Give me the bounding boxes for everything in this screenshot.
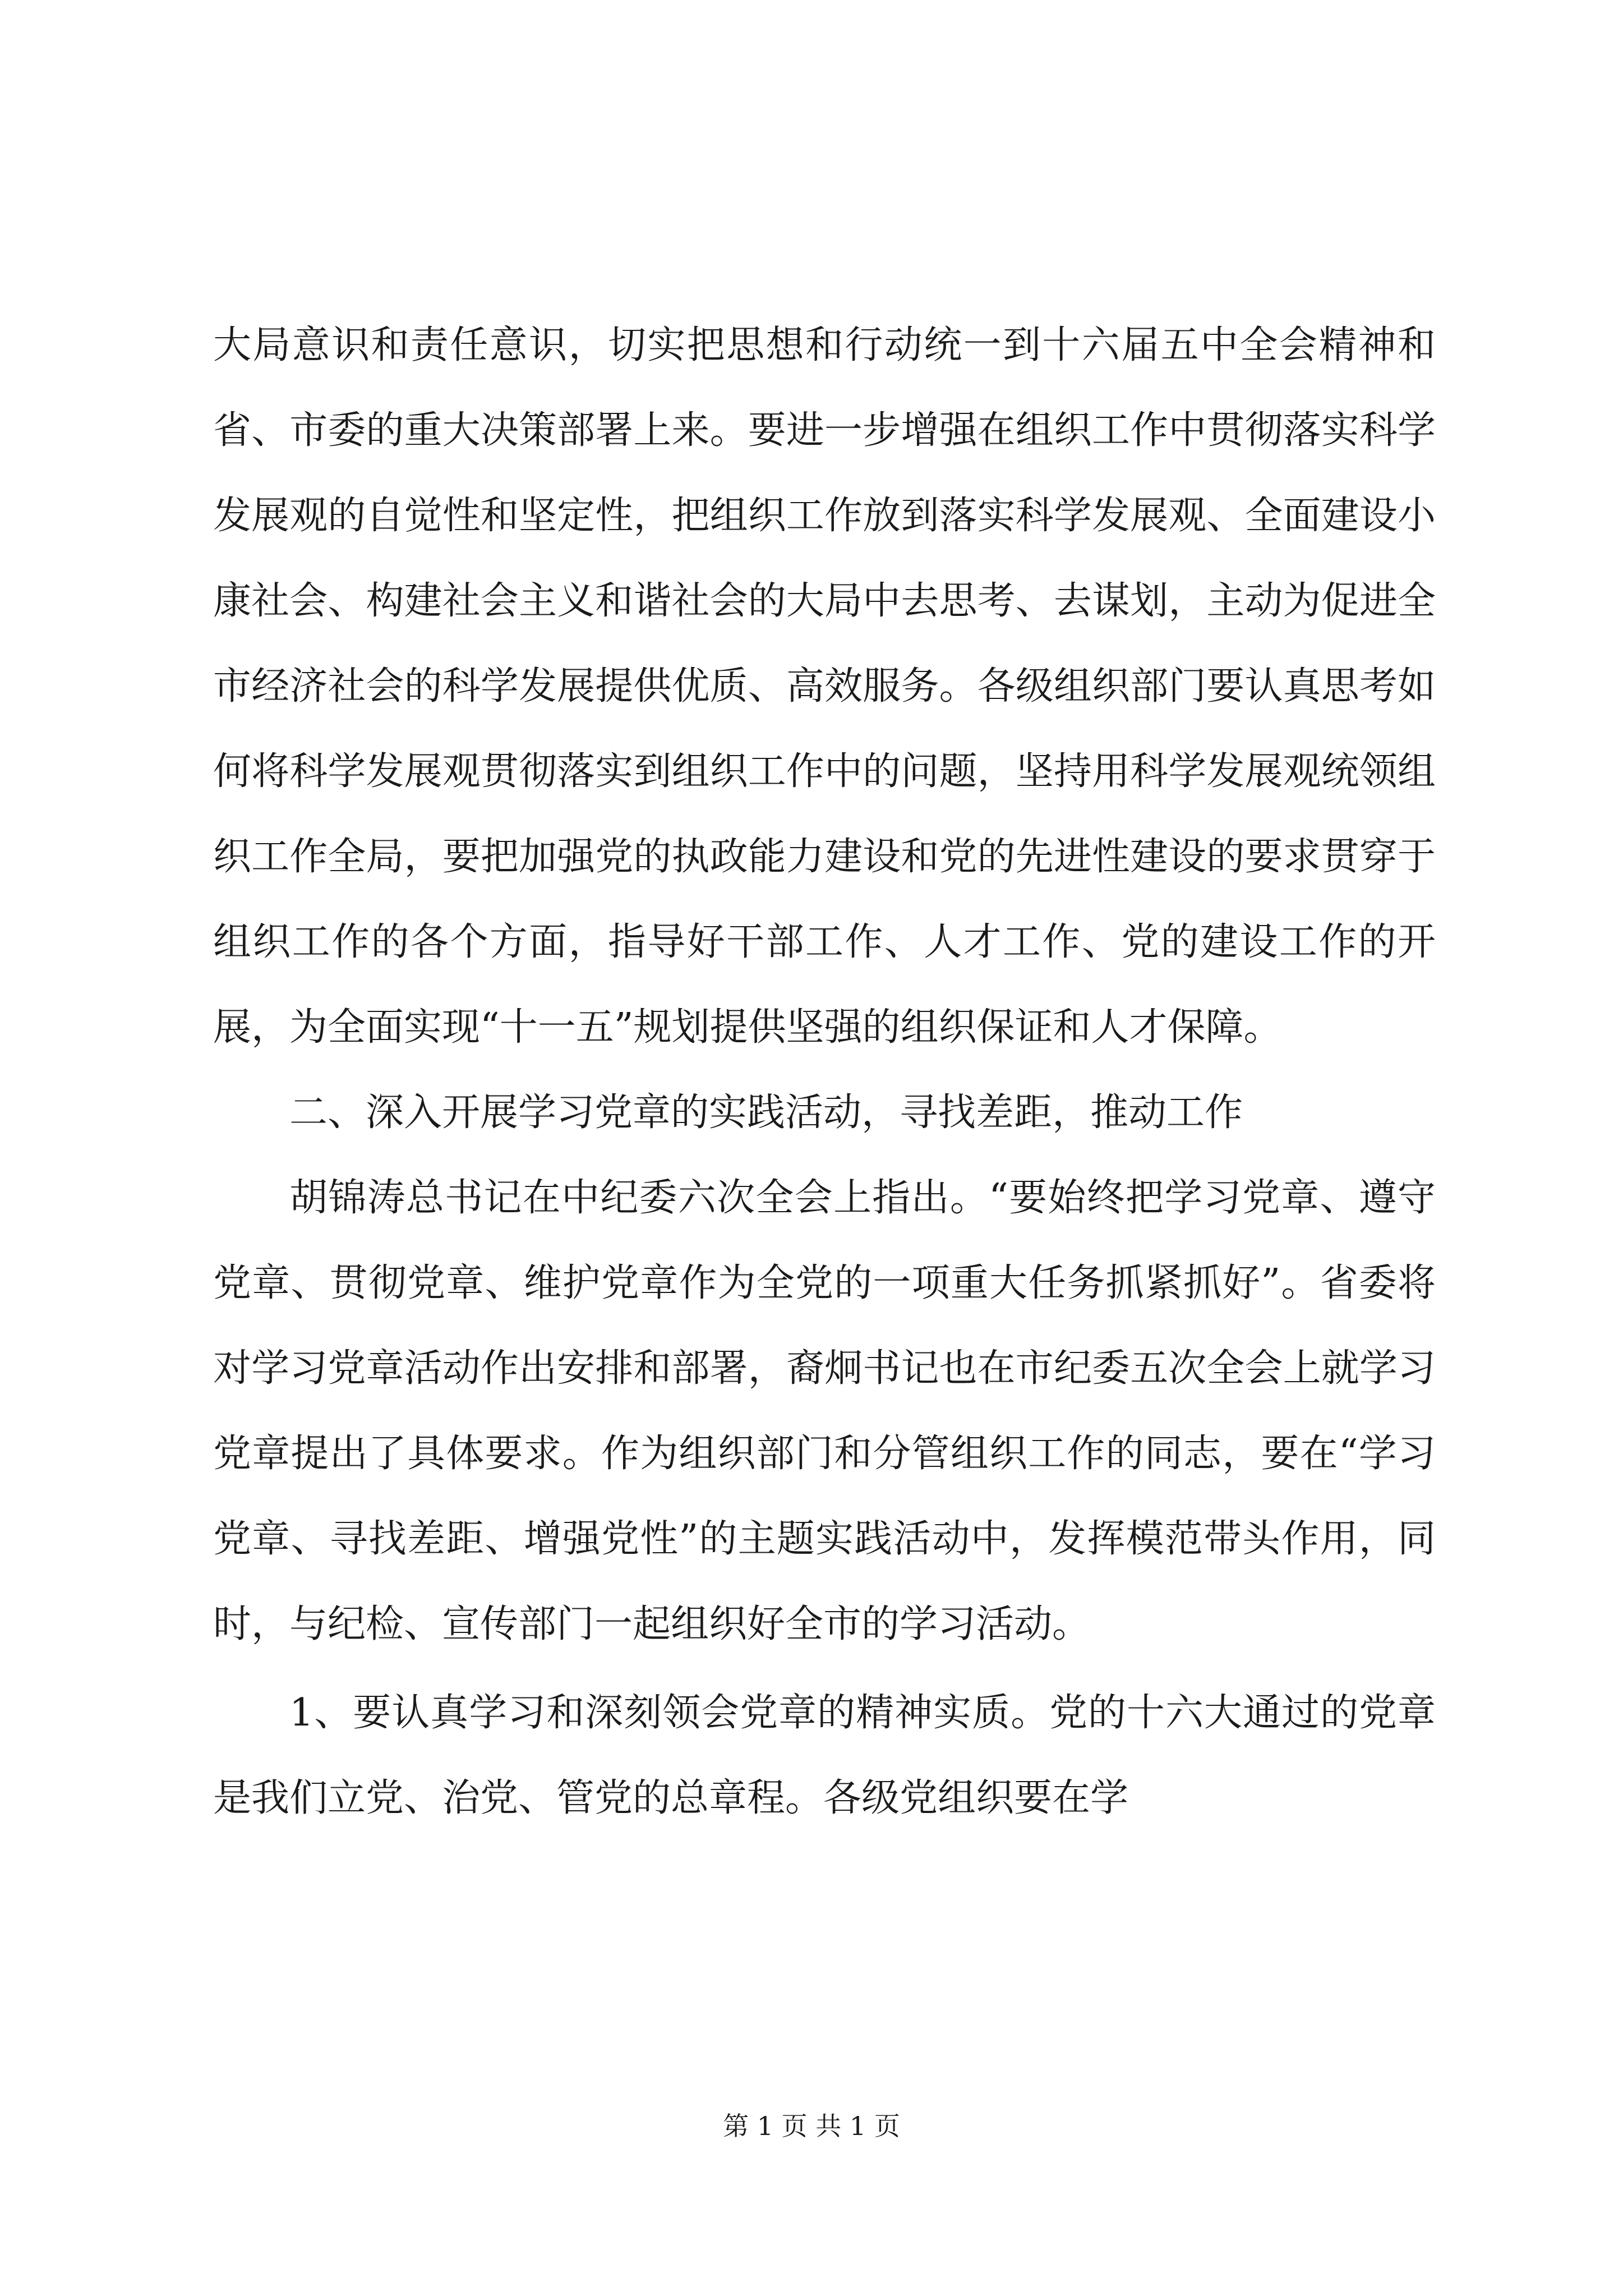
page-footer: 第 1 页 共 1 页 — [723, 2111, 900, 2141]
document-body — [213, 303, 1436, 1841]
paragraph-party-charter: 胡锦涛总书记在中纪委六次全会上指出。“要始终把学习党章、遵守党章、贯彻党章、维护党章作为全党的一项重大任务抓紧抓好”。省委将对学习党章活动作出安排和部署，裔炯书记也在市纪委五次全会上就学习党章提出了具体要求。作为组织部门和分管组织工作的同志，要在“学习党章、寻找差距、增强党性”的主题实践活动中，发挥模范带头作用，同时，与纪检、宣传部门一起组织好全市的学习活动。 — [213, 1176, 1436, 1646]
paragraph-continuation: 大局意识和责任意识，切实把思想和行动统一到十六届五中全会精神和省、市委的重大决策部署上来。要进一步增强在组织工作中贯彻落实科学发展观的自觉性和坚定性，把组织工作放到落实科学发展观、全面建设小康社会、构建社会主义和谐社会的大局中去思考、去谋划，主动为促进全市经济社会的科学发展提供优质、高效服务。各级组织部门要认真思考如何将科学发展观贯彻落实到组织工作中的问题，坚持用科学发展观统领组织工作全局，要把加强党的执政能力建设和党的先进性建设的要求贯穿于组织工作的各个方面，指导好干部工作、人才工作、党的建设工作的开展，为全面实现“十一五”规划提供坚强的组织保证和人才保障。 — [213, 323, 1436, 1050]
section-heading: 二、深入开展学习党章的实践活动，寻找差距，推动工作 — [289, 1091, 1243, 1135]
paragraph-item-1: 1、要认真学习和深刻领会党章的精神实质。党的十六大通过的党章是我们立党、治党、管党的总章程。各级党组织要在学 — [213, 1691, 1436, 1820]
